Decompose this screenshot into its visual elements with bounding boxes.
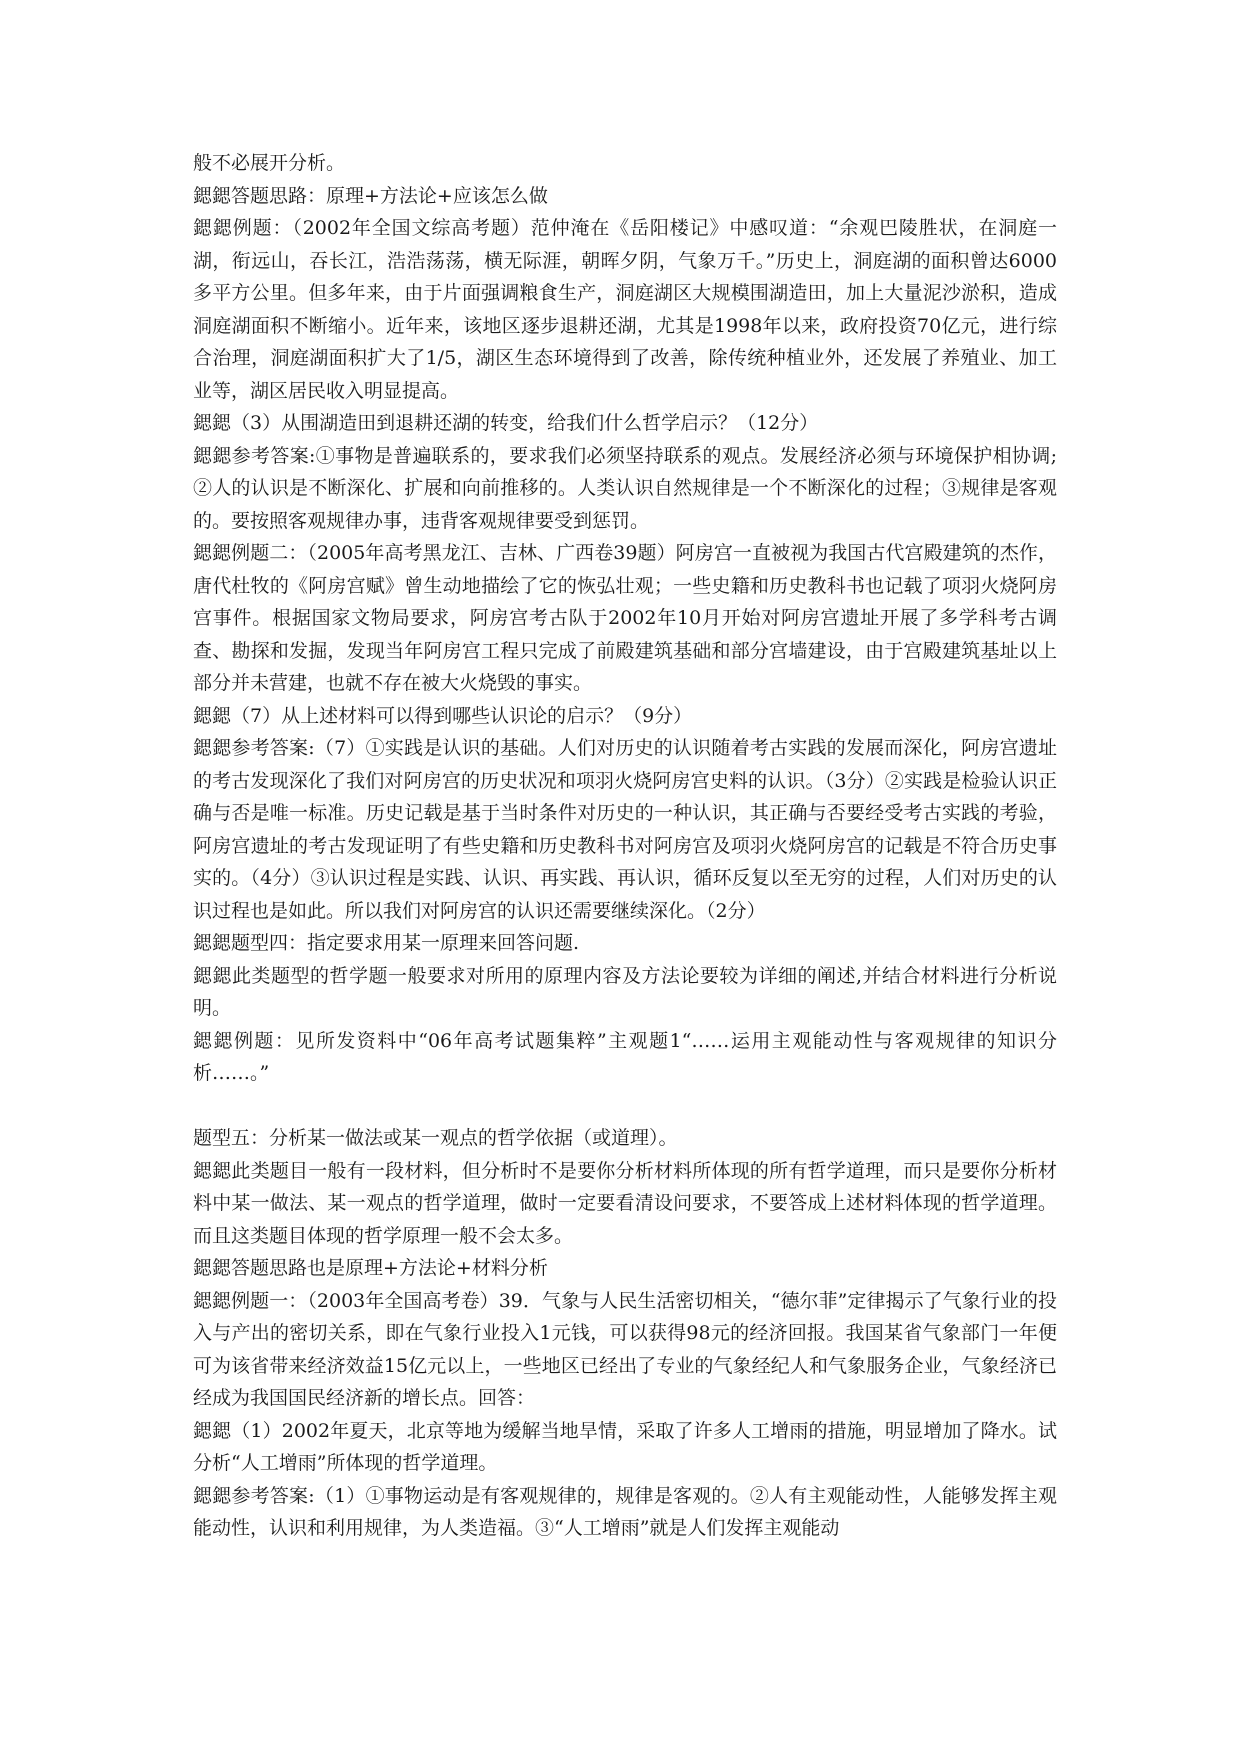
paragraph-answer-approach: 鍶鍶答题思路：原理+方法论+应该怎么做: [193, 184, 548, 207]
paragraph-intro-tail: 般不必展开分析。: [193, 152, 346, 174]
paragraph-type-four-example: 鍶鍶例题：见所发资料中“06年高考试题集粹”主观题1“……运用主观能动性与客观规律的知识分析……。”: [193, 1029, 1057, 1084]
paragraph-question-7: 鍶鍶（7）从上述材料可以得到哪些认识论的启示？（9分）: [193, 704, 693, 727]
paragraph-type-four-desc: 鍶鍶此类题型的哲学题一般要求对所用的原理内容及方法论要较为详细的阐述,并结合材料进行分析说明。: [193, 964, 1057, 1019]
paragraph-example-two-epang: 鍶鍶例题二：（2005年高考黑龙江、吉林、广西卷39题）阿房宫一直被视为我国古代宫殿建筑的杰作，唐代杜牧的《阿房宫赋》曾生动地描绘了它的恢弘壮观；一些史籍和历史教科书也记载了项羽火烧阿房宫事件。根据国家文物局要求，阿房宫考古队于2002年10月开始对阿房宫遗址开展了多学科考古调查、勘探和发掘，发现当年阿房宫工程只完成了前殿建筑基础和部分宫墙建设，由于宫殿建筑基址以上部分并未营建，也就不存在被大火烧毁的事实。: [193, 542, 1057, 694]
paragraph-type-four: 鍶鍶题型四：指定要求用某一原理来回答问题.: [193, 932, 580, 954]
blank-line: [193, 1090, 1057, 1123]
paragraph-type-five-desc: 鍶鍶此类题目一般有一段材料，但分析时不是要你分析材料所体现的所有哲学道理，而只是要你分析材料中某一做法、某一观点的哲学道理，做时一定要看清设问要求，不要答成上述材料体现的哲学道理。而且这类题目体现的哲学原理一般不会太多。: [193, 1159, 1057, 1247]
paragraph-example-one-weather: 鍶鍶例题一：（2003年全国高考卷）39．气象与人民生活密切相关，“德尔菲”定律揭示了气象行业的投入与产出的密切关系，即在气象行业投入1元钱，可以获得98元的经济回报。我国某省气象部门一年便可为该省带来经济效益15亿元以上，一些地区已经出了专业的气象经纪人和气象服务企业，气象经济已经成为我国国民经济新的增长点。回答：: [193, 1289, 1057, 1409]
paragraph-answer-1: 鍶鍶参考答案:（1）①事物运动是有客观规律的，规律是客观的。②人有主观能动性，人能够发挥主观能动性，认识和利用规律，为人类造福。③“人工增雨”就是人们发挥主观能动: [193, 1484, 1057, 1539]
paragraph-example-dongting: 鍶鍶例题：（2002年全国文综高考题）范仲淹在《岳阳楼记》中感叹道：“余观巴陵胜状，在洞庭一湖，衔远山，吞长江，浩浩荡荡，横无际涯，朝晖夕阴，气象万千。”历史上，洞庭湖的面积曾达6000多平方公里。但多年来，由于片面强调粮食生产，洞庭湖区大规模围湖造田，加上大量泥沙淤积，造成洞庭湖面积不断缩小。近年来，该地区逐步退耕还湖，尤其是1998年以来，政府投资70亿元，进行综合治理，洞庭湖面积扩大了1/5，湖区生态环境得到了改善，除传统种植业外，还发展了养殖业、加工业等，湖区居民收入明显提高。: [193, 217, 1057, 402]
paragraph-answer-7: 鍶鍶参考答案:（7）①实践是认识的基础。人们对历史的认识随着考古实践的发展而深化，阿房宫遗址的考古发现深化了我们对阿房宫的历史状况和项羽火烧阿房宫史料的认识。（3分）②实践是检验认识正确与否是唯一标准。历史记载是基于当时条件对历史的一种认识，其正确与否要经受考古实践的考验，阿房宫遗址的考古发现证明了有些史籍和历史教科书对阿房宫及项羽火烧阿房宫的记载是不符合历史事实的。（4分）③认识过程是实践、认识、再实践、再认识，循环反复以至无穷的过程，人们对历史的认识过程也是如此。所以我们对阿房宫的认识还需要继续深化。（2分）: [193, 737, 1057, 922]
document-page: [193, 147, 1057, 1545]
paragraph-question-3: 鍶鍶（3）从围湖造田到退耕还湖的转变，给我们什么哲学启示？（12分）: [193, 412, 819, 434]
paragraph-type-five-approach: 鍶鍶答题思路也是原理+方法论+材料分析: [193, 1257, 548, 1279]
paragraph-question-1: 鍶鍶（1）2002年夏天，北京等地为缓解当地旱情，采取了许多人工增雨的措施，明显增加了降水。试分析“人工增雨”所体现的哲学道理。: [193, 1419, 1057, 1474]
paragraph-type-five: 题型五：分析某一做法或某一观点的哲学依据（或道理）。: [193, 1127, 678, 1149]
paragraph-answer-3: 鍶鍶参考答案:①事物是普遍联系的，要求我们必须坚持联系的观点。发展经济必须与环境保护相协调;②人的认识是不断深化、扩展和向前推移的。人类认识自然规律是一个不断深化的过程；③规律是客观的。要按照客观规律办事，违背客观规律要受到惩罚。: [193, 444, 1057, 532]
